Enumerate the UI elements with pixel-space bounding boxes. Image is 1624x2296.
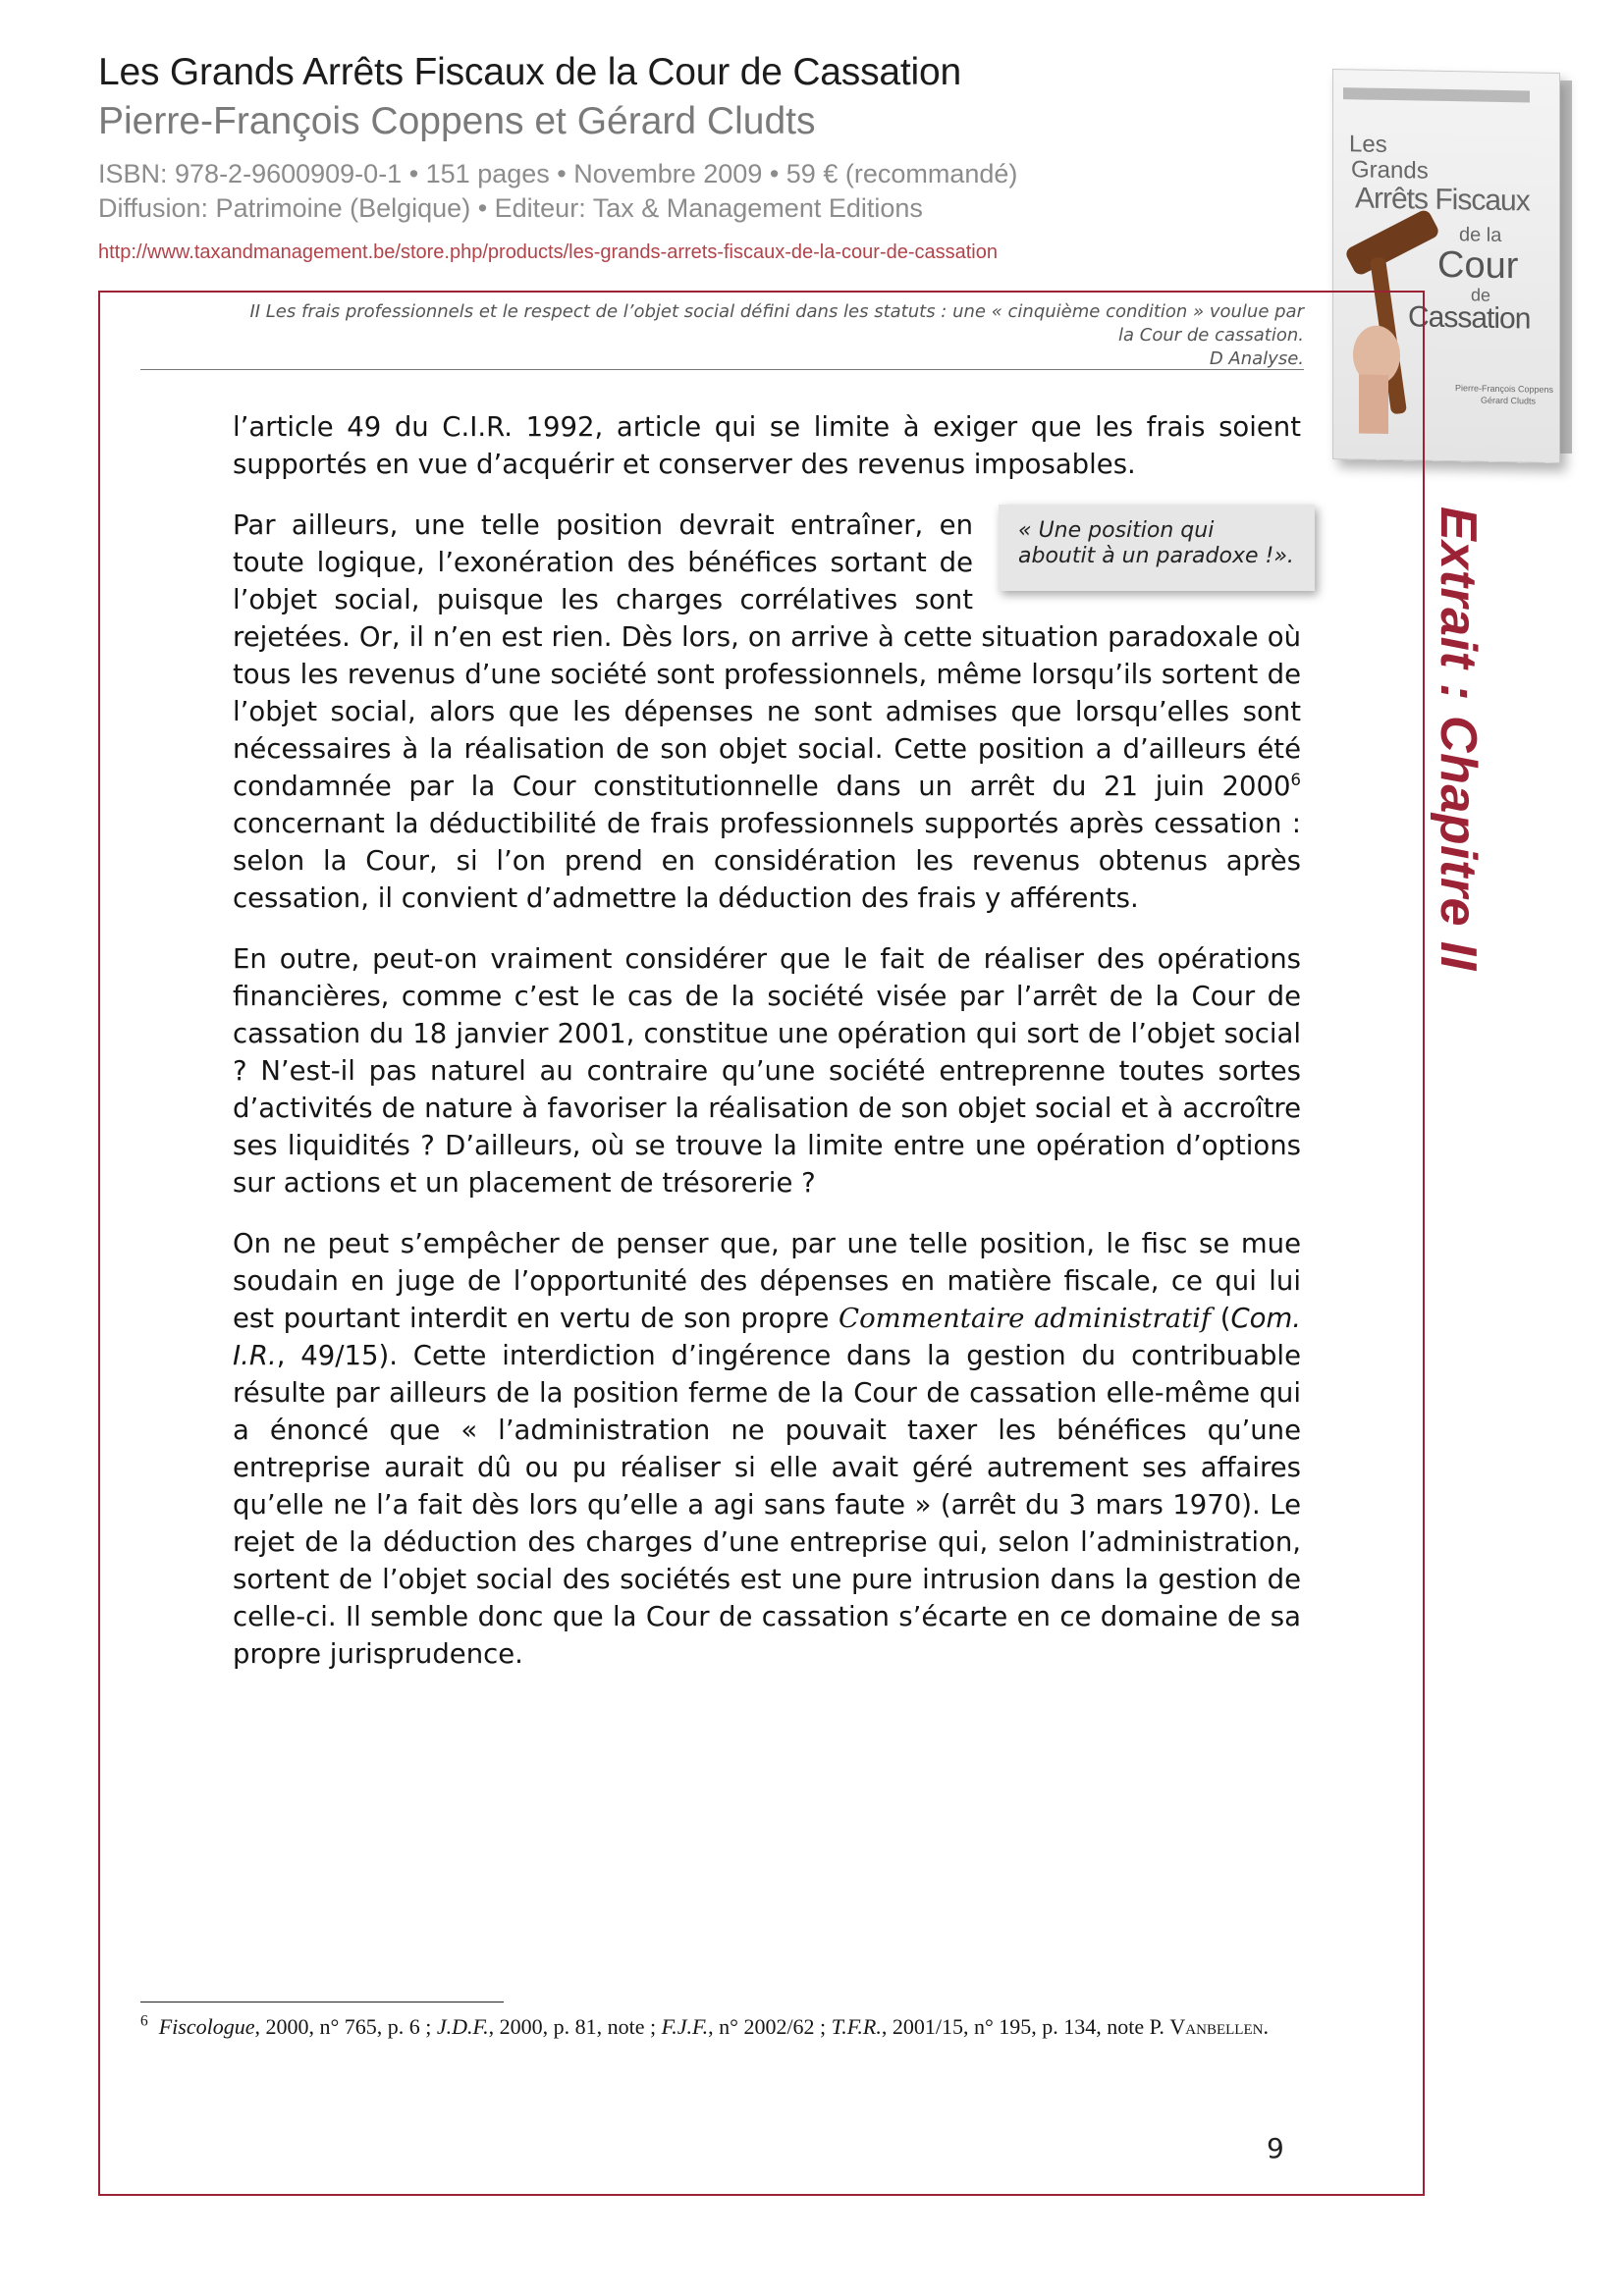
footnote-journal: F.J.F. <box>661 2014 709 2039</box>
cover-title-line: Arrêts Fiscaux <box>1355 182 1530 218</box>
paragraph-text: Par ailleurs, une telle position devrait entraîner, en toute logique, l’exonération des bénéfices sortant de l’objet social, puisque les charges corrélatives sont rejetées. Or, il n’en est rien. Dès lors, on arrive à cette situation paradoxale où tous les revenus d’une société sont professionnels, même lorsqu’ils sortent de l’objet social, alors que les dépenses ne sont admises que lorsqu’elles sont nécessaires à la réalisation de son objet social. Cette position a d’ailleurs été condamnée par la Cour constitutionnelle dans un arrêt du 21 juin 2000 <box>233 509 1301 802</box>
paragraph-text: concernant la déductibilité de frais professionnels supportés après cessation : selon la Cour, si l’on prend en considération les revenus obtenus après cessation, il convient d’admettre la déduction des frais y afférents. <box>233 808 1301 914</box>
footnote-number: 6 <box>140 2012 148 2030</box>
book-cover-spine <box>1558 80 1572 454</box>
running-head-line: D Analyse. <box>1209 348 1304 369</box>
running-head-line: II Les frais professionnels et le respect de l’objet social défini dans les statuts : une « cinquième condition » voulue par <box>249 301 1304 322</box>
paragraph: l’article 49 du C.I.R. 1992, article qui se limite à exiger que les frais soient supportés en vue d’acquérir et conserver des revenus imposables. <box>233 411 1301 480</box>
page-number: 9 <box>1267 2132 1284 2164</box>
body-text <box>233 408 1301 1696</box>
paragraph-text: ( <box>1211 1303 1231 1334</box>
footnote-text: , 2001/15, n° 195, p. 134, note P. <box>881 2014 1170 2039</box>
footnote-text: , 2000, n° 765, p. 6 ; <box>254 2014 437 2039</box>
chapter-side-label: Extrait : Chapitre II <box>1430 507 1487 971</box>
cover-title-line: Cour <box>1437 243 1519 288</box>
italic-reference: Com. I.R. <box>233 1303 1302 1371</box>
cover-title-line: de <box>1471 285 1491 305</box>
paragraph <box>233 507 1301 917</box>
footnote-text: , n° 2002/62 ; <box>708 2014 832 2039</box>
italic-reference: Commentaire administratif <box>839 1303 1212 1334</box>
paragraph-text: On ne peut s’empêcher de penser que, par une telle position, le fisc se mue soudain en juge de l’opportunité des dépenses en matière fiscale, ce qui lui est pourtant interdit en vertu de son propre <box>233 1228 1301 1334</box>
running-head-divider <box>140 369 1304 370</box>
footnote-reference[interactable]: 6 <box>1290 770 1301 789</box>
cover-title-line: Grands <box>1351 156 1429 185</box>
running-head <box>137 300 1304 371</box>
footnote-journal: Fiscologue <box>158 2014 255 2039</box>
paragraph: En outre, peut-on vraiment considérer que le fait de réaliser des opérations financières, comme c’est le cas de la société visée par l’arrêt de la Cour de cassation du 18 janvier 2001, constitue une opération qui sort de l’objet social ? N’est-il pas naturel au contraire qu’une société entreprenne toutes sortes d’activités de nature à favoriser la réalisation de son objet social et à accroître ses liquidités ? D’ailleurs, où se trouve la limite entre une opération d’options sur actions et un placement de trésorerie ? <box>233 943 1301 1199</box>
footnote-text: . <box>1263 2014 1269 2039</box>
cover-title-line: de la <box>1459 224 1502 246</box>
book-distribution-info: Diffusion: Patrimoine (Belgique) • Editeur: Tax & Management Editions <box>98 193 923 223</box>
cover-authors: Pierre-François Coppens <box>1455 383 1554 395</box>
book-publication-info: ISBN: 978-2-9600909-0-1 • 151 pages • Novembre 2009 • 59 € (recommandé) <box>98 159 1018 188</box>
cover-title-line: Les <box>1349 131 1387 158</box>
paragraph-text: , 49/15). Cette interdiction d’ingérence dans la gestion du contribuable résulte par ailleurs de la position ferme de la Cour de cassation elle-même qui a énoncé que « l’administration ne pouvait taxer les bénéfices qu’une entreprise aurait dû ou pu réaliser si elle avait géré autrement ses affaires qu’elle ne l’a fait dès lors qu’elle a agi sans faute » (arrêt du 3 mars 1970). Le rejet de la déduction des charges d’une entreprise qui, selon l’administration, sortent de l’objet social des sociétés est une pure intrusion dans la gestion de celle-ci. Il semble donc que la Cour de cassation s’écarte en ce domaine de sa propre jurisprudence. <box>233 1340 1301 1670</box>
book-cover-band <box>1343 87 1530 102</box>
footnote-journal: T.F.R. <box>831 2014 882 2039</box>
book-store-link[interactable]: http://www.taxandmanagement.be/store.php/products/les-grands-arrets-fiscaux-de-la-cour-de-cassation <box>98 241 998 263</box>
footnote <box>140 2012 1304 2042</box>
cover-title-line: Cassation <box>1408 300 1531 336</box>
running-head-line: la Cour de cassation. <box>1118 325 1304 346</box>
footnote-author: Vanbellen <box>1169 2014 1264 2039</box>
footnote-text: , 2000, p. 81, note ; <box>488 2014 662 2039</box>
cover-authors: Gérard Cludts <box>1481 395 1537 406</box>
book-title: Les Grands Arrêts Fiscaux de la Cour de Cassation <box>98 51 961 93</box>
paragraph <box>233 1225 1301 1673</box>
footnote-journal: J.D.F. <box>436 2014 489 2039</box>
book-authors: Pierre-François Coppens et Gérard Cludts <box>98 100 816 142</box>
pull-quote: « Une position qui aboutit à un paradoxe !». <box>999 505 1315 591</box>
